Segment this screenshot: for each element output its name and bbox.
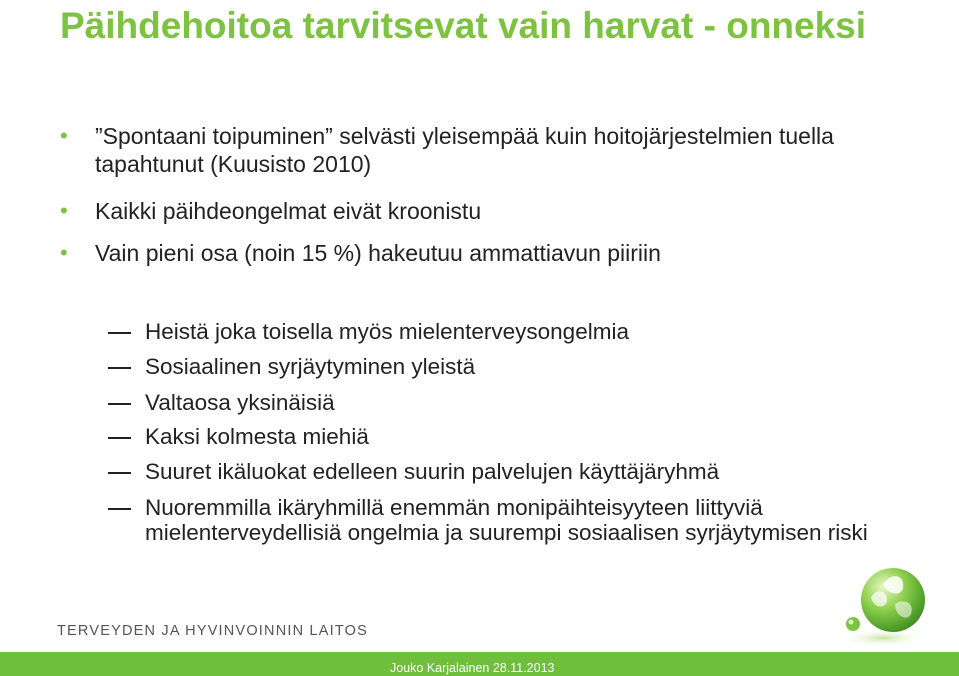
- bullet-item: [60, 197, 855, 225]
- dash-icon: [108, 403, 131, 405]
- green-globe-icon: [825, 562, 935, 652]
- dash-icon: [108, 508, 131, 510]
- dash-icon: [108, 437, 131, 439]
- sub-bullet-text: Nuoremmilla ikäryhmillä enemmän monipäihteisyyteen liittyviä mielenterveydellisiä ongelmia ja suurempi sosiaalisen syrjäytymisen riski: [145, 495, 868, 545]
- sub-bullet-text: Heistä joka toisella myös mielenterveysongelmia: [145, 319, 629, 344]
- bullet-item: [60, 122, 855, 178]
- sub-bullet-item: [145, 319, 915, 344]
- sub-bullet-text: Sosiaalinen syrjäytyminen yleistä: [145, 354, 476, 379]
- bullet-dot-icon: •: [60, 240, 68, 265]
- bullet-text: Kaikki päihdeongelmat eivät kroonistu: [95, 198, 482, 224]
- slide-title: Päihdehoitoa tarvitsevat vain harvat - onneksi: [60, 5, 867, 46]
- bullet-item: [60, 239, 855, 267]
- dash-icon: [108, 332, 131, 334]
- sub-bullet-item: [145, 495, 915, 545]
- bullet-text: Vain pieni osa (noin 15 %) hakeutuu ammattiavun piiriin: [95, 240, 661, 266]
- sub-bullet-item: [145, 390, 915, 415]
- organization-name: TERVEYDEN JA HYVINVOINNIN LAITOS: [57, 623, 369, 639]
- dash-icon: [108, 367, 131, 369]
- bullet-dot-icon: •: [60, 123, 68, 148]
- bullet-text: ”Spontaani toipuminen” selvästi yleisempää kuin hoitojärjestelmien tuella tapahtunut (Kuusisto 2010): [95, 123, 834, 177]
- bullet-dot-icon: •: [60, 198, 68, 223]
- dash-icon: [108, 472, 131, 474]
- sub-bullet-item: [145, 354, 915, 379]
- sub-bullet-item: [145, 424, 915, 449]
- sub-bullet-text: Valtaosa yksinäisiä: [145, 390, 335, 415]
- footer-author-date: Jouko Karjalainen 28.11.2013: [390, 661, 555, 675]
- sub-bullet-item: [145, 459, 915, 484]
- sub-bullet-text: Kaksi kolmesta miehiä: [145, 424, 369, 449]
- sub-bullet-text: Suuret ikäluokat edelleen suurin palvelujen käyttäjäryhmä: [145, 459, 720, 484]
